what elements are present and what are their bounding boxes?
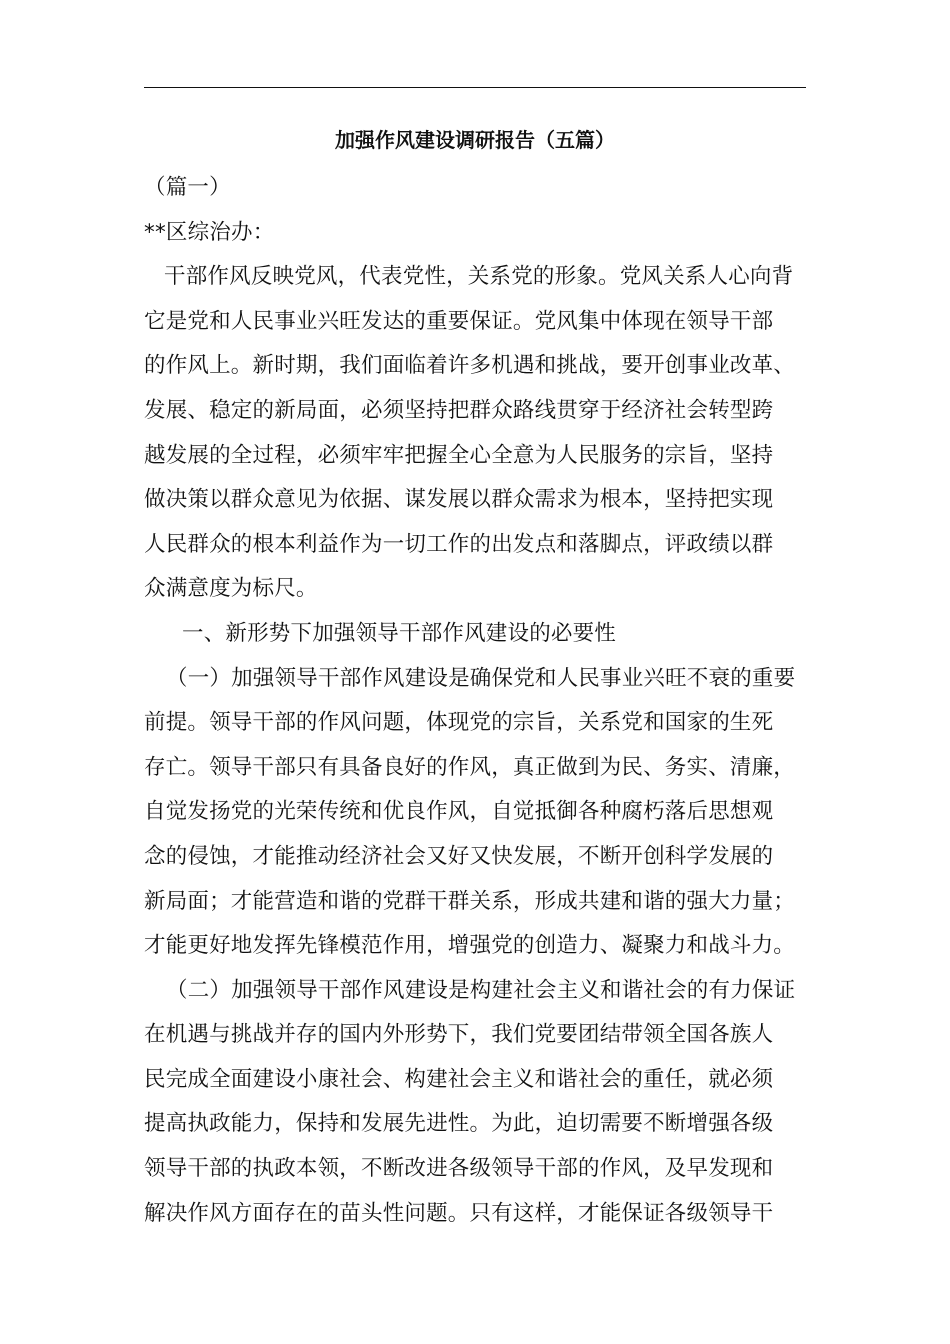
- paragraph-line: 它是党和人民事业兴旺发达的重要保证。党风集中体现在领导干部: [144, 308, 774, 334]
- document-body: [144, 166, 814, 1236]
- header-rule: [144, 87, 806, 88]
- paragraph-line: 前提。领导干部的作风问题，体现党的宗旨，关系党和国家的生死: [144, 710, 774, 736]
- paragraph-line: 干部作风反映党风，代表党性，关系党的形象。党风关系人心向背: [164, 264, 794, 290]
- paragraph-line: （一）加强领导干部作风建设是确保党和人民事业兴旺不衰的重要: [166, 665, 796, 691]
- paragraph-line: 存亡。领导干部只有具备良好的作风，真正做到为民、务实、清廉，: [144, 754, 796, 780]
- paragraph-line: 解决作风方面存在的苗头性问题。只有这样，才能保证各级领导干: [144, 1200, 774, 1226]
- paragraph-line: 做决策以群众意见为依据、谋发展以群众需求为根本，坚持把实现: [144, 487, 774, 513]
- paragraph-line: 自觉发扬党的光荣传统和优良作风，自觉抵御各种腐朽落后思想观: [144, 799, 774, 825]
- section-heading: 一、新形势下加强领导干部作风建设的必要性: [182, 620, 617, 646]
- section-label: （篇一）: [144, 175, 231, 200]
- paragraph-line: 发展、稳定的新局面，必须坚持把群众路线贯穿于经济社会转型跨: [144, 397, 774, 423]
- paragraph-line: 众满意度为标尺。: [144, 576, 318, 602]
- paragraph-line: 人民群众的根本利益作为一切工作的出发点和落脚点，评政绩以群: [144, 531, 774, 557]
- paragraph-line: 念的侵蚀，才能推动经济社会又好又快发展，不断开创科学发展的: [144, 843, 774, 869]
- paragraph-line: 提高执政能力，保持和发展先进性。为此，迫切需要不断增强各级: [144, 1111, 774, 1137]
- paragraph-line: 民完成全面建设小康社会、构建社会主义和谐社会的重任，就必须: [144, 1066, 774, 1092]
- addressee: **区综治办：: [144, 219, 275, 245]
- paragraph-line: 才能更好地发挥先锋模范作用，增强党的创造力、凝聚力和战斗力。: [144, 933, 796, 959]
- paragraph-line: 的作风上。新时期，我们面临着许多机遇和挑战，要开创事业改革、: [144, 353, 796, 379]
- paragraph-line: （二）加强领导干部作风建设是构建社会主义和谐社会的有力保证: [166, 977, 796, 1003]
- paragraph-line: 在机遇与挑战并存的国内外形势下，我们党要团结带领全国各族人: [144, 1022, 774, 1048]
- paragraph-line: 领导干部的执政本领，不断改进各级领导干部的作风，及早发现和: [144, 1156, 774, 1182]
- document-title: 加强作风建设调研报告（五篇）: [335, 128, 615, 152]
- paragraph-line: 新局面；才能营造和谐的党群干群关系，形成共建和谐的强大力量；: [144, 888, 796, 914]
- paragraph-line: 越发展的全过程，必须牢牢把握全心全意为人民服务的宗旨，坚持: [144, 442, 774, 468]
